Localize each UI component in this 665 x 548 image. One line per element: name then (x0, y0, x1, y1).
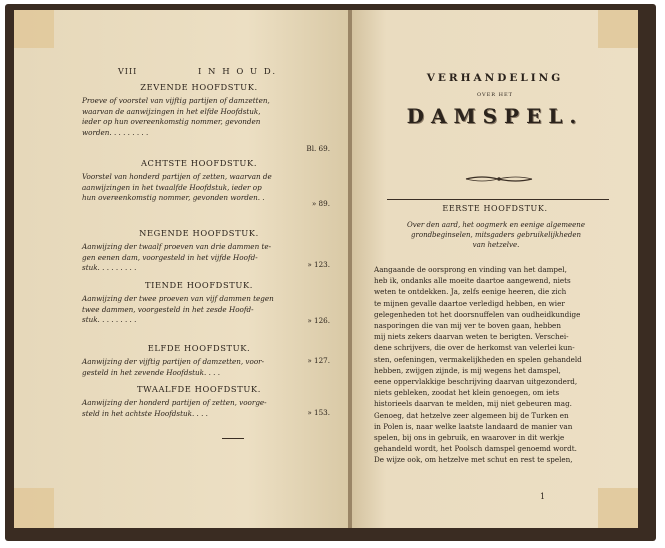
description-line: Voorstel van honderd partijen of zetten, waarvan de (82, 172, 272, 181)
ornament-divider (464, 174, 534, 184)
body-line: hebben, zwijgen zijnde, is mij wegens het damspel, (374, 365, 561, 375)
chapter-page-ref: » 153. (307, 408, 330, 417)
subtitle-line: Over den aard, het oogmerk en eenige algemeene (407, 221, 585, 229)
body-line: te mijnen gevalle daartoe verledigd hebben, en wier (374, 298, 565, 308)
description-line: Aanwijzing der vijftig partijen of damzetten, voor- (82, 357, 265, 366)
chapter-page-ref: » 127. (307, 356, 330, 365)
body-line: niets gebleken, zoodat het klein genoegen, om iets (374, 388, 560, 398)
body-line: gehandeld wordt, het Poolsch damspel genoemd wordt. (374, 444, 577, 454)
description-line: hun overeenkomstig nommer, gevonden worden. . (82, 193, 265, 202)
tape-top-right (598, 10, 638, 48)
contents-heading: I N H O U D. (198, 67, 278, 77)
body-line: Genoeg, dat hetzelve zeer algemeen bij de Turken en (374, 410, 569, 420)
chapter-heading-eerste: EERSTE HOOFDSTUK. (442, 204, 548, 213)
chapter-title: ACHTSTE HOOFDSTUK. (140, 158, 258, 168)
left-page (14, 10, 348, 528)
chapter-title: ZEVENDE HOOFDSTUK. (140, 82, 258, 92)
description-line: Aanwijzing der twee proeven van vijf dammen tegen (82, 294, 274, 303)
description-line: worden. . . . . . . . . (82, 127, 149, 137)
subtitle-line: van hetzelve. (472, 241, 520, 249)
title-damspel: DAMSPEL. (406, 104, 584, 128)
description-line: stuk. . . . . . . . . (82, 263, 137, 272)
description-line: Proeve of voorstel van vijftig partijen of damzetten, (82, 96, 270, 105)
title-verhandeling: VERHANDELING (426, 72, 564, 84)
body-line: eene oppervlakkige beschrijving daarvan uitgezonderd, (374, 377, 578, 387)
body-line: nasporingen die van mij ver te boven gaan, hebben (374, 321, 561, 331)
chapter-title: NEGENDE HOOFDSTUK. (139, 228, 259, 238)
body-line: spelen, bij ons in gebruik, en waarover in dit werkje (374, 433, 565, 443)
body-line: weten te ontdekken. Ja, zelfs eenige heeren, die zich (374, 287, 567, 297)
description-line: Aanwijzing der twaalf proeven van drie dammen te- (82, 242, 272, 251)
body-line: De wijze ook, om hetzelve met schut en rest te spelen, (374, 455, 573, 465)
chapter-title: ELFDE HOOFDSTUK. (147, 343, 251, 353)
subtitle-line: grondbeginselen, mitsgaders gebruikelijkheden (411, 231, 581, 239)
tape-top-left (14, 10, 54, 48)
title-over-het: OVER HET (477, 92, 513, 98)
body-line: gelegenheden tot het doorsnuffelen van oudheidkundige (374, 309, 581, 319)
description-line: gen eenen dam, voorgesteld in het vijfde Hoofd- (82, 252, 258, 262)
chapter-title: TWAALFDE HOOFDSTUK. (137, 384, 261, 394)
body-line: historieels daarvan te melden, mij niet gebeuren mag. (374, 399, 572, 409)
body-line: heb ik, ondanks alle moeite daartoe aangewend, niets (374, 276, 571, 286)
body-line: sten, oefeningen, vermakelijkheden en spelen gehandeld (374, 354, 582, 364)
chapter-title: TIENDE HOOFDSTUK. (145, 280, 253, 290)
tape-bottom-left (14, 488, 54, 528)
description-line: gesteld in het zevende Hoofdstuk. . . . (82, 367, 220, 377)
tape-bottom-right (598, 488, 638, 528)
page-number-left: VIII (118, 67, 138, 76)
chapter-description (82, 96, 330, 138)
description-line: waarvan de aanwijzingen in het elfde Hoofdstuk, (82, 106, 261, 116)
chapter-subtitle (376, 220, 616, 250)
end-rule (222, 438, 244, 439)
chapter-page-ref: Bl. 69. (306, 144, 330, 153)
body-text (374, 264, 610, 466)
chapter-page-ref: » 126. (307, 316, 330, 325)
right-page (352, 10, 638, 528)
description-line: steld in het achtste Hoofdstuk. . . . (82, 408, 208, 418)
description-line: stuk. . . . . . . . . (82, 315, 137, 324)
chapter-page-ref: » 89. (311, 199, 330, 208)
body-line: dene schrijvers, die over de herkomst van velerlei kun- (374, 343, 575, 353)
description-line: twee dammen, voorgesteld in het zesde Hoofd- (82, 304, 254, 314)
body-line: mij niets zekers daarvan weten te berigten. Verschei- (374, 332, 569, 342)
description-line: Aanwijzing der honderd partijen of zetten, voorge- (82, 398, 267, 407)
description-line: ieder op hun overeenkomstig nommer, gevonden (82, 117, 261, 126)
body-line: Aangaande de oorsprong en vinding van het dampel, (374, 265, 567, 274)
chapter-rule (387, 199, 609, 200)
chapter-page-ref: » 123. (307, 260, 330, 269)
body-line: in Polen is, naar welke laatste landaard de manier van (374, 421, 573, 431)
description-line: aanwijzingen in het twaalfde Hoofdstuk, ieder op (82, 182, 262, 192)
page-number-right: 1 (540, 492, 546, 501)
